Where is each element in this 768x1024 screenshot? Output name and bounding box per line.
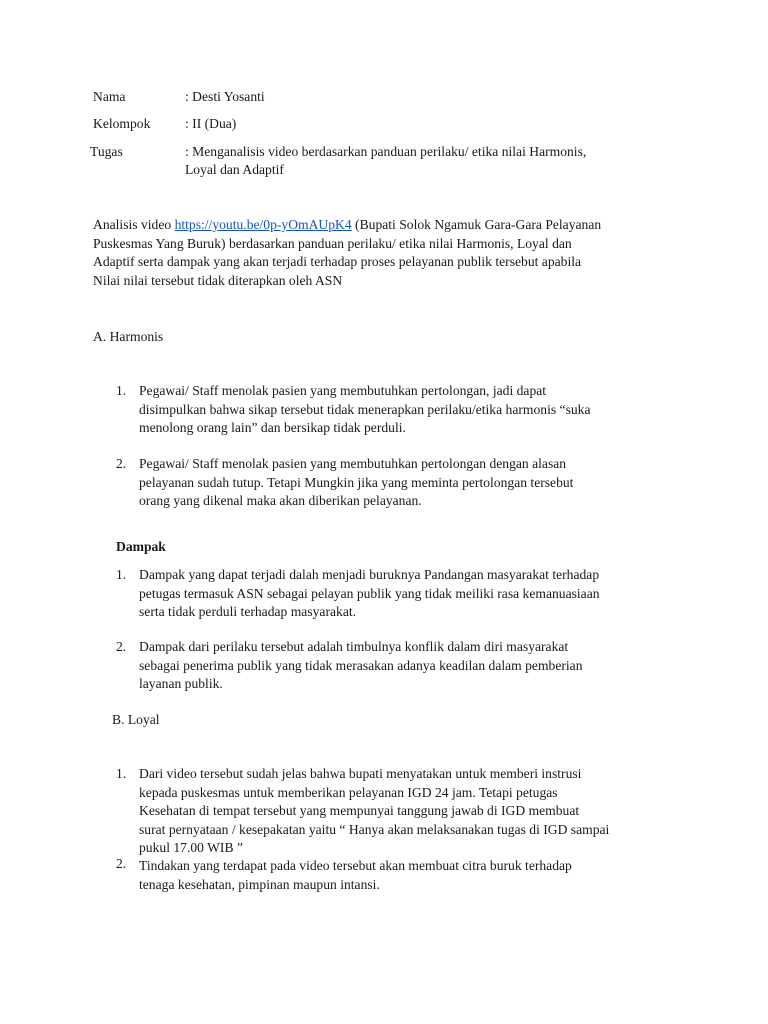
section-b-item-2: Tindakan yang terdapat pada video tersebut akan membuat citra buruk terhadap tenaga kesehatan, pimpinan maupun intansi. xyxy=(139,858,572,892)
dampak-item-1: Dampak yang dapat terjadi dalah menjadi buruknya Pandangan masyarakat terhadap petugas termasuk ASN sebagai pelayan publik yang tidak meiliki rasa kemanuasiaan serta tidak perduli terhadap masyarakat. xyxy=(139,567,600,619)
intro-line-4: Nilai nilai tersebut tidak diterapkan oleh ASN xyxy=(93,272,343,288)
tugas-value-line-1: : Menganalisis video berdasarkan panduan perilaku/ etika nilai Harmonis, xyxy=(185,144,587,159)
intro-line-3: Adaptif serta dampak yang akan terjadi terhadap proses pelayanan publik tersebut apabila xyxy=(93,254,582,269)
section-b-item-2-number: 2. xyxy=(116,856,127,871)
intro-paragraph xyxy=(93,216,601,290)
kelompok-label: Kelompok xyxy=(93,116,151,131)
section-a-item-2-number: 2. xyxy=(116,456,127,471)
section-b-item-1-number: 1. xyxy=(116,766,127,781)
tugas-value-line-2: Loyal dan Adaptif xyxy=(185,162,284,177)
dampak-item-2-number: 2. xyxy=(116,639,127,654)
nama-label: Nama xyxy=(93,89,126,104)
section-a-item-2: Pegawai/ Staff menolak pasien yang membutuhkan pertolongan dengan alasan pelayanan sudah tutup. Tetapi Mungkin jika yang meminta pertolongan tersebut orang yang dikenal maka akan diberikan pelayanan. xyxy=(139,456,574,508)
section-a-item-1-number: 1. xyxy=(116,383,127,398)
tugas-label: Tugas xyxy=(90,144,123,159)
intro-line-1: Analisis video https://youtu.be/0p-yOmAUpK4 (Bupati Solok Ngamuk Gara-Gara Pelayanan xyxy=(93,217,602,232)
kelompok-value: : II (Dua) xyxy=(185,116,237,131)
dampak-item-1-number: 1. xyxy=(116,567,127,582)
nama-value: : Desti Yosanti xyxy=(185,89,265,104)
intro-line-2: Puskesmas Yang Buruk) berdasarkan panduan perilaku/ etika nilai Harmonis, Loyal dan xyxy=(93,235,572,251)
dampak-item-2: Dampak dari perilaku tersebut adalah timbulnya konflik dalam diri masyarakat sebagai penerima publik yang tidak merasakan adanya keadilan dalam pemberian layanan publik. xyxy=(139,639,583,691)
dampak-heading: Dampak xyxy=(116,539,166,554)
section-a-heading: A. Harmonis xyxy=(93,329,164,344)
section-a-item-1: Pegawai/ Staff menolak pasien yang membutuhkan pertolongan, jadi dapat disimpulkan bahwa sikap tersebut tidak menerapkan perilaku/etika harmonis “suka menolong orang lain” dan bersikap tidak perduli. xyxy=(139,383,591,435)
video-link[interactable]: https://youtu.be/0p-yOmAUpK4 xyxy=(174,217,352,232)
section-b-item-1: Dari video tersebut sudah jelas bahwa bupati menyatakan untuk memberi instrusi kepada puskesmas untuk memberikan pelayanan IGD 24 jam. Tetapi petugas Kesehatan di tempat tersebut yang mempunyai tanggung jawab di IGD membuat surat pernyataan / kesepakatan yaitu “ Hanya akan melaksanakan tugas di IGD sampai pukul 17.00 WIB ” xyxy=(139,766,610,855)
section-b-heading: B. Loyal xyxy=(112,712,160,727)
